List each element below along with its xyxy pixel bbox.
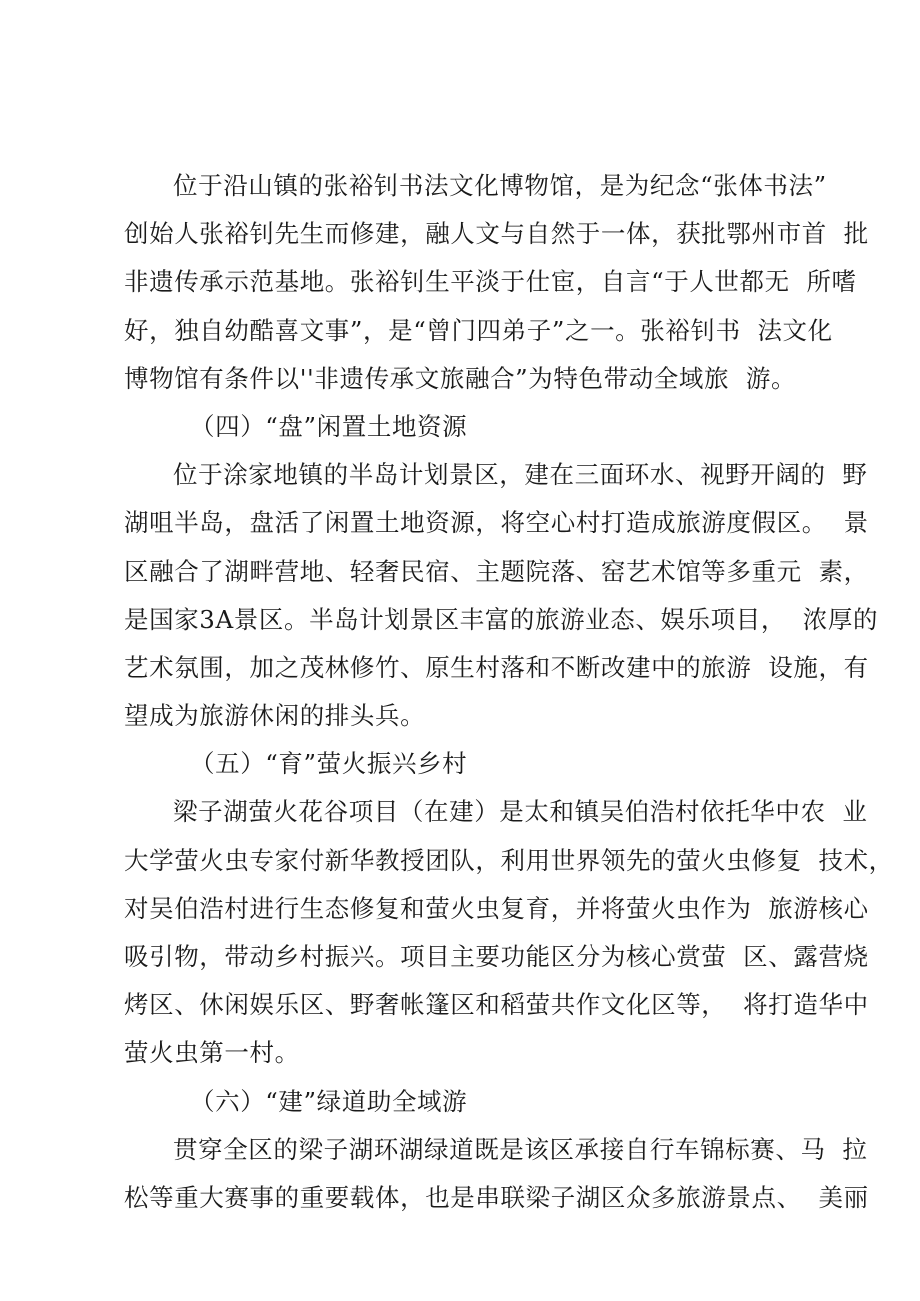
paragraph-line: 贯穿全区的梁子湖环湖绿道既是该区承接自行车锦标赛、马 拉 xyxy=(173,1134,868,1164)
paragraph-line: 艺术氛围，加之茂林修竹、原生村落和不断改建中的旅游 设施，有 xyxy=(124,652,869,682)
paragraph-line: 湖咀半岛，盘活了闲置土地资源，将空心村打造成旅游度假区。 景 xyxy=(124,508,869,538)
document-body xyxy=(124,162,894,1222)
paragraph-line: 位于沿山镇的张裕钊书法文化博物馆，是为纪念“张体书法” xyxy=(173,171,827,200)
section-heading: （六）“建”绿道助全域游 xyxy=(190,1086,468,1116)
paragraph-line: 创始人张裕钊先生而修建，融人文与自然于一体，获批鄂州市首 批 xyxy=(124,219,869,249)
paragraph-line: 位于涂家地镇的半岛计划景区，建在三面环水、视野开阔的 野 xyxy=(173,460,868,490)
paragraph-line: 梁子湖萤火花谷项目（在建）是太和镇吴伯浩村依托华中农 业 xyxy=(173,797,868,827)
paragraph-line: 吸引物，带动乡村振兴。项目主要功能区分为核心赏萤 区、露营烧 xyxy=(124,942,869,971)
paragraph-line: 好，独自幼酷喜文事”，是“曾门四弟子”之一。张裕钊书 法文化 xyxy=(124,315,833,345)
section-heading: （五）“育”萤火振兴乡村 xyxy=(190,749,468,779)
paragraph-line: 是国家3A景区。半岛计划景区丰富的旅游业态、娱乐项目， 浓厚的 xyxy=(124,604,879,634)
paragraph-line: 望成为旅游休闲的排头兵。 xyxy=(124,701,426,731)
paragraph-line: 大学萤火虫专家付新华教授团队，利用世界领先的萤火虫修复 技术， xyxy=(124,845,894,875)
paragraph-line: 萤火虫第一村。 xyxy=(124,1038,300,1068)
paragraph-line: 对吴伯浩村进行生态修复和萤火虫复育，并将萤火虫作为 旅游核心 xyxy=(124,893,869,923)
paragraph-line: 非遗传承示范基地。张裕钊生平淡于仕宦，自言“于人世都无 所嗜 xyxy=(124,267,857,297)
paragraph-line: 松等重大赛事的重要载体，也是串联梁子湖区众多旅游景点、 美丽 xyxy=(124,1182,869,1212)
section-heading: （四）“盘”闲置土地资源 xyxy=(190,411,468,441)
paragraph-line: 烤区、休闲娱乐区、野奢帐篷区和稻萤共作文化区等， 将打造华中 xyxy=(124,990,869,1020)
paragraph-line: 区融合了湖畔营地、轻奢民宿、主题院落、窑艺术馆等多重元 素， xyxy=(124,556,869,586)
paragraph-line: 博物馆有条件以''非遗传承文旅融合”为特色带动全域旅 游。 xyxy=(124,363,797,393)
